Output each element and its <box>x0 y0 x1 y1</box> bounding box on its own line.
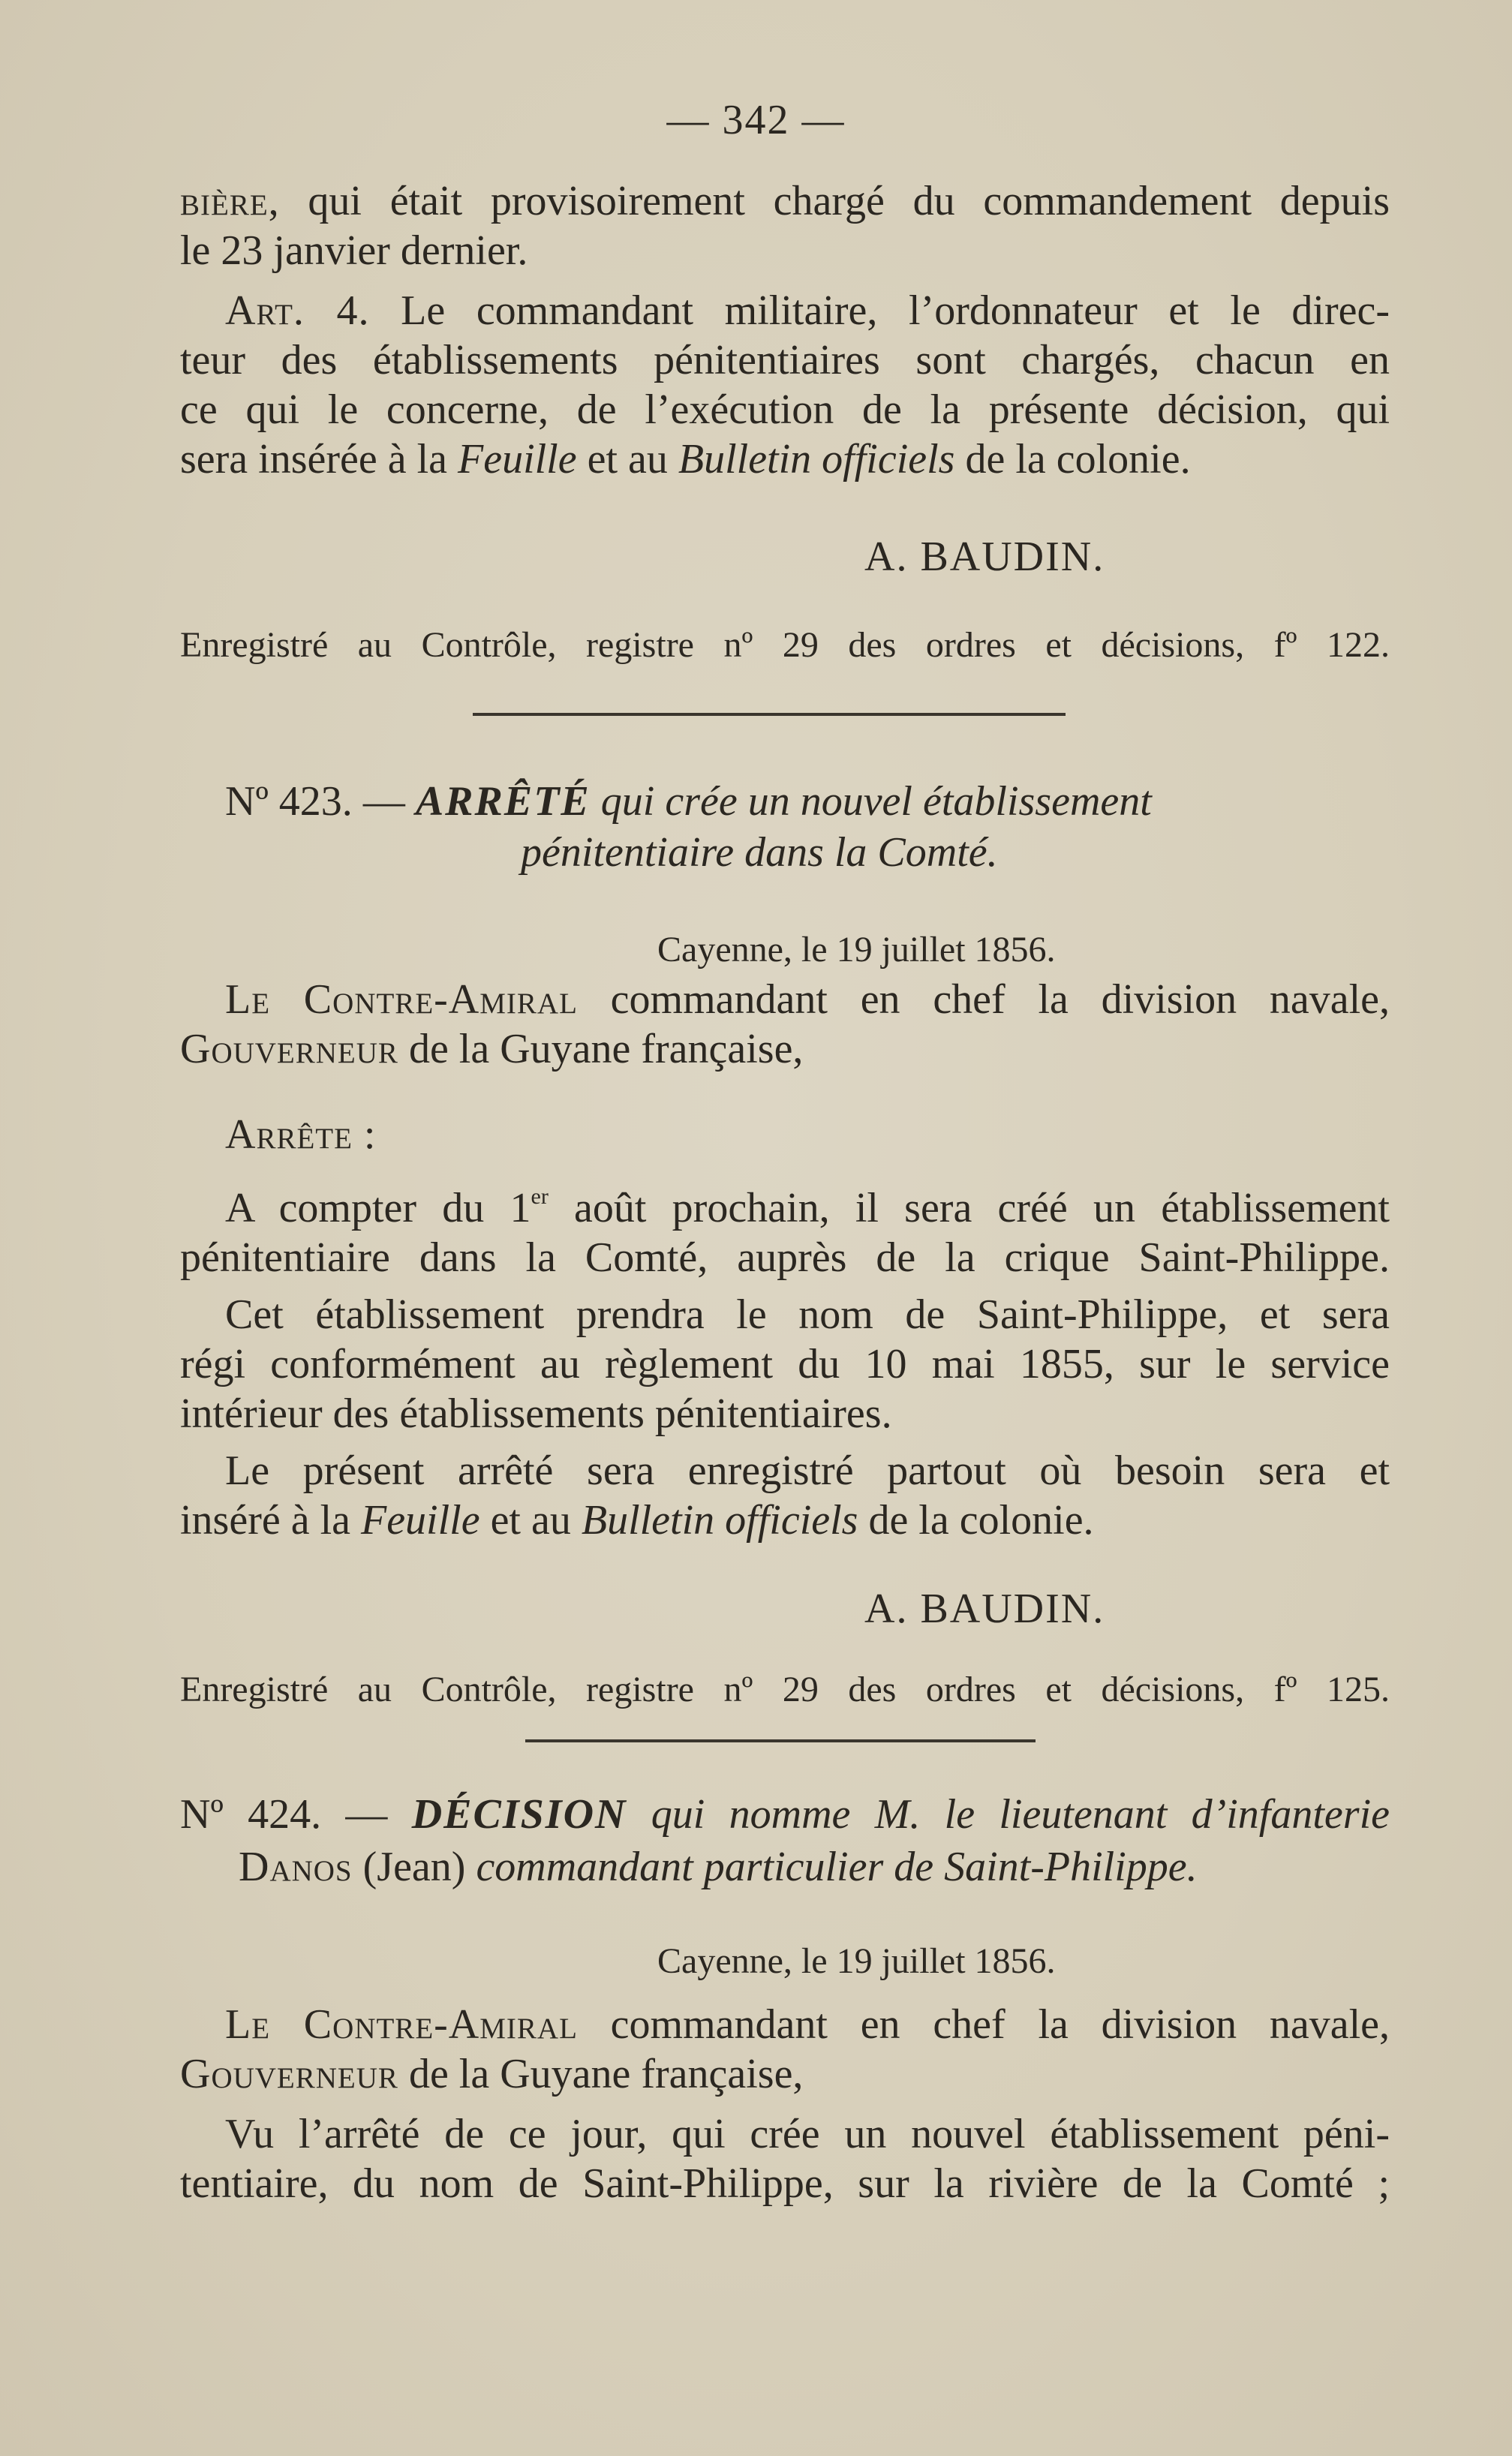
text-span: de la colonie. <box>954 436 1191 482</box>
superscript: er <box>531 1184 549 1209</box>
authority-title: Gouverneur <box>180 2051 398 2097</box>
text-line: Vu l’arrêté de ce jour, qui crée un nouvel établissement péni- <box>225 2111 1390 2157</box>
journal-name: Feuille <box>360 1497 480 1544</box>
authority-title: Le Contre-Amiral <box>225 976 578 1023</box>
act-heading <box>225 777 1152 825</box>
text-line: le 23 janvier dernier. <box>180 227 528 274</box>
act-type: ARRÊTÉ <box>415 778 591 825</box>
text-line: régi conformément au règlement du 10 mai 1855, sur le service <box>180 1341 1390 1387</box>
text-span: de la Guyane française, <box>398 2051 804 2097</box>
text-span: — <box>321 1791 412 1838</box>
text-line <box>180 435 1191 483</box>
text-line: Le présent arrêté sera enregistré partout où besoin sera et <box>225 1447 1390 1494</box>
article-line <box>225 287 1390 335</box>
text-span: (Jean) <box>352 1844 476 1890</box>
article-label: Art. 4. <box>225 287 370 334</box>
text-line <box>225 1184 1390 1232</box>
arrete-label: Arrête : <box>225 1111 377 1158</box>
authority-line <box>225 975 1390 1024</box>
text-line: intérieur des établissements pénitentiaires. <box>180 1390 892 1437</box>
text-span: — <box>352 778 416 825</box>
authority-line <box>225 2001 1390 2049</box>
act-heading <box>180 1790 1390 1838</box>
authority-line <box>180 2050 803 2098</box>
journal-name: Bulletin officiels <box>678 436 955 482</box>
section-divider <box>473 713 1066 716</box>
text-span: commandant en chef la division navale, <box>577 976 1390 1023</box>
text-span: de la colonie. <box>858 1497 1094 1544</box>
surname-fragment: bière, <box>180 178 280 224</box>
act-title-continued <box>239 1843 1198 1891</box>
text-line: tentiaire, du nom de Saint-Philippe, sur la rivière de la Comté ; <box>180 2160 1390 2207</box>
signature: A. BAUDIN. <box>864 534 1105 580</box>
text-span: et au <box>479 1497 582 1544</box>
dateline: Cayenne, le 19 juillet 1856. <box>657 930 1056 969</box>
text-span: de la Guyane française, <box>398 1026 804 1072</box>
act-number: Nº 423. <box>225 778 353 825</box>
text-span: inséré à la <box>180 1497 361 1544</box>
text-span: A compter du 1 <box>225 1185 531 1231</box>
text-line: Cet établissement prendra le nom de Saint-Philippe, et sera <box>225 1291 1390 1338</box>
act-number: Nº 424. <box>180 1791 322 1838</box>
authority-title: Gouverneur <box>180 1026 398 1072</box>
text-span: qui était provisoirement chargé du commandement depuis <box>279 178 1390 224</box>
text-line: pénitentiaire dans la Comté, auprès de la crique Saint-Philippe. <box>180 1234 1390 1281</box>
page-number: — 342 — <box>666 97 846 143</box>
text-span: août prochain, il sera créé un établissement <box>548 1185 1390 1231</box>
act-type: DÉCISION <box>411 1791 627 1838</box>
section-divider <box>525 1739 1036 1742</box>
text-span: commandant en chef la division navale, <box>577 2001 1390 2048</box>
journal-name: Bulletin officiels <box>581 1497 858 1544</box>
text-span: sera insérée à la <box>180 436 458 482</box>
dateline: Cayenne, le 19 juillet 1856. <box>657 1941 1056 1981</box>
text-line: teur des établissements pénitentiaires sont chargés, chacun en <box>180 337 1390 383</box>
text-span: et au <box>576 436 678 482</box>
register-note: Enregistré au Contrôle, registre nº 29 des ordres et décisions, fº 122. <box>180 625 1390 665</box>
text-line <box>180 1496 1094 1544</box>
text-line: ce qui le concerne, de l’exécution de la présente décision, qui <box>180 386 1390 433</box>
text-line <box>180 177 1390 225</box>
act-title-continued: pénitentiaire dans la Comté. <box>521 829 998 876</box>
act-title: qui crée un nouvel établissement <box>590 778 1152 825</box>
act-title: commandant particulier de Saint-Philippe. <box>476 1844 1198 1890</box>
person-name: Danos <box>239 1844 353 1890</box>
act-title: qui nomme M. le lieutenant d’infanterie <box>627 1791 1390 1838</box>
register-note: Enregistré au Contrôle, registre nº 29 des ordres et décisions, fº 125. <box>180 1670 1390 1709</box>
authority-title: Le Contre-Amiral <box>225 2001 578 2048</box>
journal-name: Feuille <box>458 436 577 482</box>
signature: A. BAUDIN. <box>864 1586 1105 1632</box>
text-span: Le commandant militaire, l’ordonnateur et le direc- <box>369 287 1390 334</box>
authority-line <box>180 1025 803 1073</box>
